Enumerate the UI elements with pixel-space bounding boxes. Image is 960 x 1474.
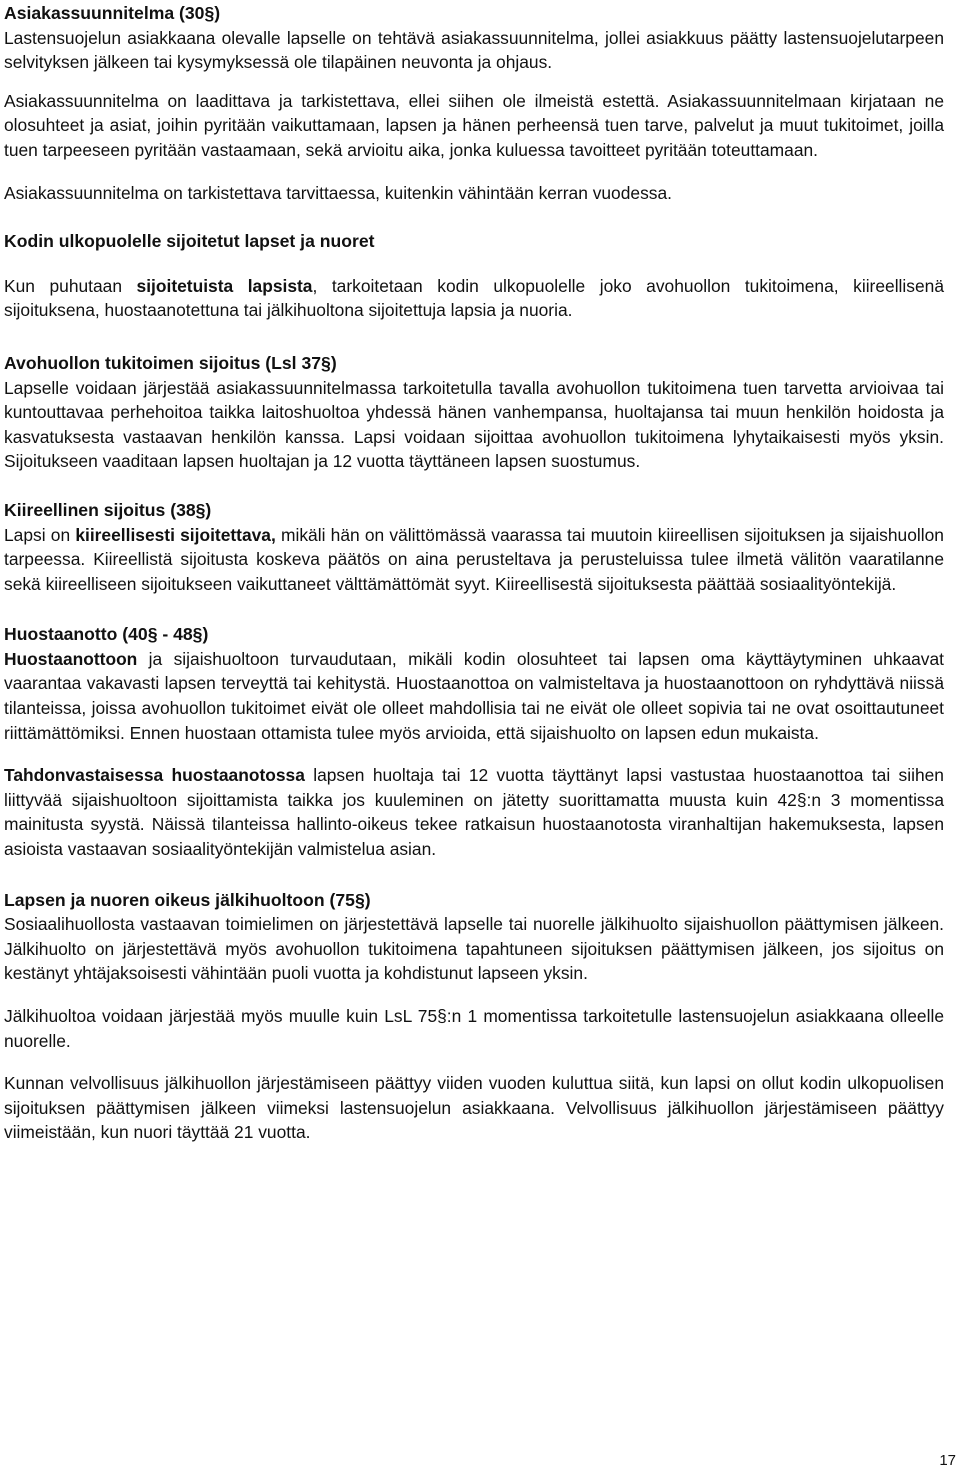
emphasis-tahdonvastaisessa-huostaanotossa: Tahdonvastaisessa huostaanotossa xyxy=(4,765,305,786)
heading-huostaanotto: Huostaanotto (40§ - 48§) xyxy=(4,624,209,645)
paragraph-jalkihuolto-3: Kunnan velvollisuus jälkihuollon järjestämiseen päättyy viiden vuoden kuluttua siitä, kun lapsi on ollut kodin ulkopuolisen sijoituksen päättymisen jälkeen viimeksi lastensuojelun asiakkaana. Velvollisuus jälkihuollon järjestämiseen päättyy viimeistään, kun nuori täyttää 21 vuotta. xyxy=(4,1073,944,1143)
paragraph-jalkihuolto-1: Sosiaalihuollosta vastaavan toimielimen on järjestettävä lapselle tai nuorelle jälkihuolto sijaishuollon päättymisen jälkeen. Jälkihuolto on järjestettävä myös avohuollon tukitoimena tapahtuneen sijoituksen päättymisen jälkeen, jos sijoitus on kestänyt yhtäjaksoisesti vähintään puoli vuotta ja kohdistunut lapseen yksin. xyxy=(4,914,944,984)
heading-asiakassuunnitelma: Asiakassuunnitelma (30§) xyxy=(4,3,221,23)
paragraph-huostaanotto-2: Tahdonvastaisessa huostaanotossa lapsen huoltaja tai 12 vuotta täyttänyt lapsi vastustaa huostaanottoa tai siihen liittyvää sijaishuoltoon sijoittamista taikka jos kuuleminen on jätetty suorittamatta muusta kuin 42§:n 3 momentissa mainitusta syystä. Näissä tilanteissa hallinto-oikeus tekee ratkaisun huostaanotosta viranhaltijan hakemuksesta, lapsen asioista vastaavan sosiaalityöntekijän valmistelua asian. xyxy=(4,765,944,860)
paragraph-kodin-ulkopuolelle: Kun puhutaan sijoitetuista lapsista, tarkoitetaan kodin ulkopuolelle joko avohuollon tukitoimena, kiireellisenä sijoituksena, huostaanotettuna tai jälkihuoltona sijoitettuja lapsia ja nuoria. xyxy=(4,275,944,321)
emphasis-sijoitetuista-lapsista: sijoitetuista lapsista xyxy=(136,275,313,296)
paragraph-huostaanotto-1: Huostaanottoon ja sijaishuoltoon turvaudutaan, mikäli kodin olosuhteet tai lapsen oma käyttäytyminen uhkaavat vaarantaa vakavasti lapsen terveyttä tai kehitystä. Huostaanottoa on valmisteltava ja huostaanottoon on ryhdyttävä niissä tilanteissa, joissa avohuollon tukitoimet eivät ole olleet mahdollisia tai ne eivät ole olleet sopivia tai ne ovat osoittautuneet riittämättömiksi. Ennen huostaan ottamista tulee myös arvioida, että sijaishuolto on lapsen edun mukaista. xyxy=(4,648,944,743)
paragraph-kiireellinen: Lapsi on kiireellisesti sijoitettava, mikäli hän on välittömässä vaarassa tai muutoin kiireellisen sijoituksen ja sijaishuollon tarpeessa. Kiireellistä sijoitusta koskeva päätös on aina perusteltava ja perusteluissa tulee ilmetä välitön vaaratilanne sekä kiireelliseen sijoitukseen vaikuttaneet välttämättömät syyt. Kiireellisestä sijoituksesta päättää sosiaalityöntekijä. xyxy=(4,524,944,594)
heading-avohuolto: Avohuollon tukitoimen sijoitus (Lsl 37§) xyxy=(4,352,337,373)
heading-jalkihuolto: Lapsen ja nuoren oikeus jälkihuoltoon (75§) xyxy=(4,889,371,910)
heading-kodin-ulkopuolelle: Kodin ulkopuolelle sijoitetut lapset ja nuoret xyxy=(4,231,375,252)
paragraph-jalkihuolto-2: Jälkihuoltoa voidaan järjestää myös muulle kuin LsL 75§:n 1 momentissa tarkoitetulle lastensuojelun asiakkaana olleelle nuorelle. xyxy=(4,1006,944,1051)
paragraph-asiakassuunnitelma-2: Asiakassuunnitelma on laadittava ja tarkistettava, ellei siihen ole ilmeistä estettä. Asiakassuunnitelmaan kirjataan ne olosuhteet ja asiat, joihin pyritään vaikuttamaan, lapsen ja hänen perheensä tuen tarve, palvelut ja muut tukitoimet, joilla tuen tarpeeseen pyritään vastaamaan, sekä arvioitu aika, jonka kuluessa tavoitteet pyritään toteuttamaan. xyxy=(4,90,944,160)
paragraph-asiakassuunnitelma-1: Lastensuojelun asiakkaana olevalle lapselle on tehtävä asiakassuunnitelma, jollei asiakkuus päätty lastensuojelutarpeen selvityksen jälkeen tai kysymyksessä ole tilapäinen neuvonta ja ohjaus. xyxy=(4,27,944,73)
page-number: 17 xyxy=(939,1452,956,1469)
document-page xyxy=(4,1,944,1145)
paragraph-asiakassuunnitelma-3: Asiakassuunnitelma on tarkistettava tarvittaessa, kuitenkin vähintään kerran vuodessa. xyxy=(4,182,672,203)
heading-kiireellinen: Kiireellinen sijoitus (38§) xyxy=(4,499,212,520)
emphasis-kiireellisesti-sijoitettava: kiireellisesti sijoitettava, xyxy=(75,524,276,545)
paragraph-avohuolto: Lapselle voidaan järjestää asiakassuunnitelmassa tarkoitetulla tavalla avohuollon tukitoimena tuen tarvetta arvioivaa tai kuntouttavaa perhehoitoa taikka laitoshuoltoa yhdessä hänen vanhempansa, huoltajansa tai muun henkilön hoidosta ja kasvatuksesta vastaavan henkilön kanssa. Lapsi voidaan sijoittaa avohuollon tukitoimena lyhytaikaisesti myös yksin. Sijoitukseen vaaditaan lapsen huoltajan ja 12 vuotta täyttäneen lapsen suostumus. xyxy=(4,377,944,472)
emphasis-huostaanottoon: Huostaanottoon xyxy=(4,648,138,669)
